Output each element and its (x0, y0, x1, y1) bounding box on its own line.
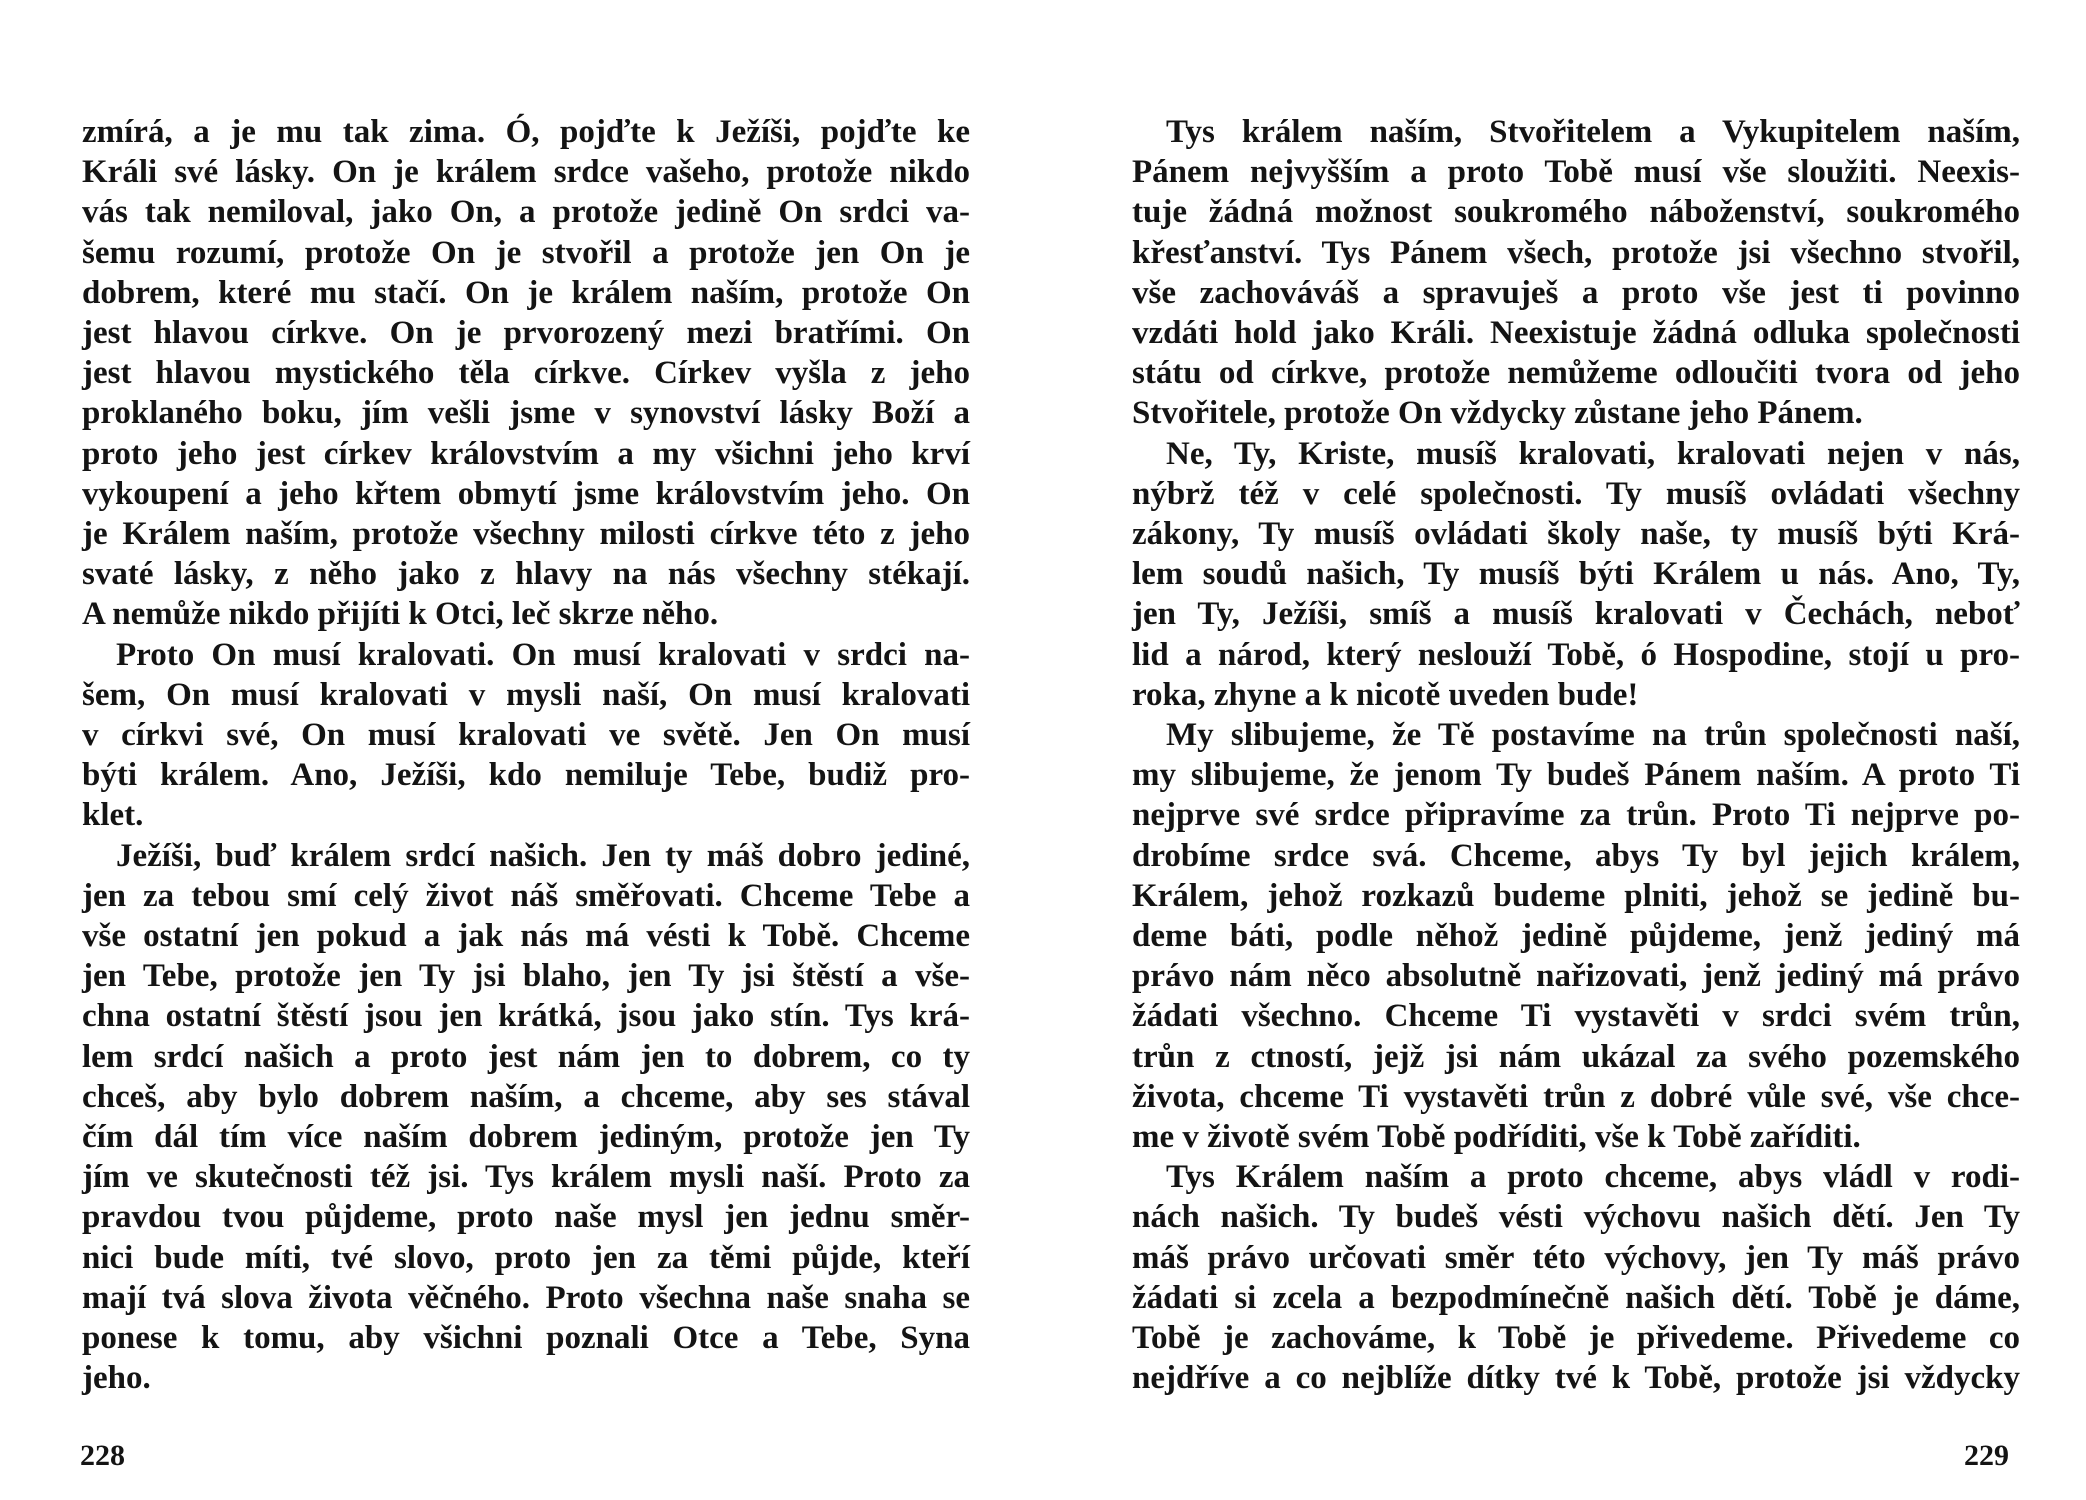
text-line: vzdáti hold jako Králi. Neexistuje žádná odluka společnosti (1132, 315, 2020, 352)
text-line: života, chceme Ti vystavěti trůn z dobré vůle své, vše chce- (1132, 1078, 2020, 1115)
text-line: roka, zhyne a k nicotě uveden bude! (1132, 676, 1639, 713)
page-number: 228 (80, 1439, 125, 1472)
text-line: dobrem, které mu stačí. On je králem naším, protože On (82, 274, 970, 311)
text-line: mají tvá slova života věčného. Proto všechna naše snaha se (82, 1279, 970, 1316)
text-line: Stvořitele, protože On vždycky zůstane jeho Pánem. (1132, 395, 1863, 432)
page-number: 229 (1964, 1439, 2009, 1472)
text-line: jím ve skutečnosti též jsi. Tys králem mysli naší. Proto za (82, 1159, 970, 1196)
text-line: proto jeho jest církev královstvím a my všichni jeho krví (82, 435, 970, 472)
text-line: vás tak nemiloval, jako On, a protože jedině On srdci va- (82, 194, 970, 231)
text-line: zákony, Ty musíš ovládati školy naše, ty musíš býti Krá- (1132, 516, 2020, 553)
text-line: zmírá, a je mu tak zima. Ó, pojďte k Ježíši, pojďte ke (82, 114, 970, 150)
text-line: deme báti, podle něhož jedině půjdeme, jenž jediný má (1132, 918, 2020, 955)
text-line: Tys králem naším, Stvořitelem a Vykupitelem naším, (1166, 114, 2020, 150)
text-line: Tobě je zachováme, k Tobě je přivedeme. Přivedeme co (1132, 1320, 2020, 1357)
text-line: lid a národ, který neslouží Tobě, ó Hospodine, stojí u pro- (1132, 636, 2020, 673)
text-line: nejprve své srdce připravíme za trůn. Proto Ti nejprve po- (1132, 797, 2020, 834)
right-page-text (1132, 112, 2020, 1399)
text-line: jeho. (82, 1360, 151, 1397)
text-line: žádati si zcela a bezpodmínečně našich dětí. Tobě je dáme, (1132, 1279, 2020, 1316)
text-line: jest hlavou církve. On je prvorozený mezi bratřími. On (82, 315, 970, 352)
text-line: chna ostatní štěstí jsou jen krátká, jsou jako stín. Tys krá- (82, 998, 970, 1035)
text-line: šem, On musí kralovati v mysli naší, On musí kralovati (82, 676, 970, 713)
text-line: svaté lásky, z něho jako z hlavy na nás všechny stékají. (82, 556, 970, 593)
text-line: vše zachováváš a spravuješ a proto vše jest ti povinno (1132, 274, 2020, 311)
text-line: me v životě svém Tobě podříditi, vše k Tobě zaříditi. (1132, 1119, 1861, 1156)
text-line: jen za tebou smí celý život náš směřovati. Chceme Tebe a (82, 877, 970, 914)
text-line: drobíme srdce svá. Chceme, abys Ty byl jejich králem, (1132, 837, 2020, 874)
text-line: jen Tebe, protože jen Ty jsi blaho, jen Ty jsi štěstí a vše- (82, 958, 970, 995)
text-line: chceš, aby bylo dobrem naším, a chceme, aby ses stával (82, 1078, 970, 1115)
text-line: klet. (82, 797, 144, 834)
text-line: vše ostatní jen pokud a jak nás má vésti k Tobě. Chceme (82, 918, 970, 955)
text-line: vykoupení a jeho křtem obmytí jsme královstvím jeho. On (82, 475, 970, 512)
text-line: A nemůže nikdo přijíti k Otci, leč skrze něho. (82, 596, 719, 633)
text-line: Proto On musí kralovati. On musí kralovati v srdci na- (116, 636, 970, 673)
text-line: máš právo určovati směr této výchovy, jen Ty máš právo (1132, 1239, 2020, 1276)
text-line: jest hlavou mystického těla církve. Církev vyšla z jeho (82, 355, 970, 392)
text-line: Králem, jehož rozkazů budeme plniti, jehož se jedině bu- (1132, 877, 2020, 914)
text-line: žádati všechno. Chceme Ti vystavěti v srdci svém trůn, (1132, 998, 2020, 1035)
right-page (1043, 0, 2086, 1500)
text-line: tuje žádná možnost soukromého náboženství, soukromého (1132, 194, 2020, 231)
text-line: nýbrž též v celé společnosti. Ty musíš ovládati všechny (1132, 475, 2020, 512)
left-page-text (82, 112, 970, 1399)
text-line: nici bude míti, tvé slovo, proto jen za těmi půjde, kteří (82, 1239, 970, 1276)
text-line: ponese k tomu, aby všichni poznali Otce a Tebe, Syna (82, 1320, 970, 1357)
text-line: v církvi své, On musí kralovati ve světě. Jen On musí (82, 717, 970, 754)
text-line: Ne, Ty, Kriste, musíš kralovati, kralovati nejen v nás, (1166, 435, 2020, 472)
text-line: nejdříve a co nejblíže dítky tvé k Tobě, protože jsi vždycky (1132, 1360, 2020, 1397)
text-line: Tys Králem naším a proto chceme, abys vládl v rodi- (1166, 1159, 2020, 1196)
text-line: právo nám něco absolutně nařizovati, jenž jediný má právo (1132, 958, 2020, 995)
text-line: nách našich. Ty budeš vésti výchovu našich dětí. Jen Ty (1132, 1199, 2020, 1236)
text-line: lem srdcí našich a proto jest nám jen to dobrem, co ty (82, 1038, 970, 1075)
text-line: čím dál tím více naším dobrem jediným, protože jen Ty (82, 1119, 970, 1156)
text-line: býti králem. Ano, Ježíši, kdo nemiluje Tebe, budiž pro- (82, 757, 970, 794)
text-line: Pánem nejvyšším a proto Tobě musí vše sloužiti. Neexis- (1132, 154, 2020, 191)
text-line: My slibujeme, že Tě postavíme na trůn společnosti naší, (1166, 717, 2020, 754)
text-line: je Králem naším, protože všechny milosti církve této z jeho (82, 516, 970, 553)
text-line: státu od církve, protože nemůžeme odloučiti tvora od jeho (1132, 355, 2020, 392)
text-line: lem soudů našich, Ty musíš býti Králem u nás. Ano, Ty, (1132, 556, 2020, 593)
text-line: pravdou tvou půjdeme, proto naše mysl jen jednu směr- (82, 1199, 970, 1236)
text-line: Ježíši, buď králem srdcí našich. Jen ty máš dobro jediné, (116, 837, 970, 874)
text-line: šemu rozumí, protože On je stvořil a protože jen On je (82, 234, 970, 271)
text-line: křesťanství. Tys Pánem všech, protože jsi všechno stvořil, (1132, 234, 2020, 271)
text-line: trůn z ctností, jejž jsi nám ukázal za svého pozemského (1132, 1038, 2020, 1075)
text-line: Králi své lásky. On je králem srdce vašeho, protože nikdo (82, 154, 970, 191)
text-line: my slibujeme, že jenom Ty budeš Pánem naším. A proto Ti (1132, 757, 2020, 794)
text-line: jen Ty, Ježíši, smíš a musíš kralovati v Čechách, neboť (1132, 596, 2020, 633)
text-line: proklaného boku, jím vešli jsme v synovství lásky Boží a (82, 395, 970, 432)
